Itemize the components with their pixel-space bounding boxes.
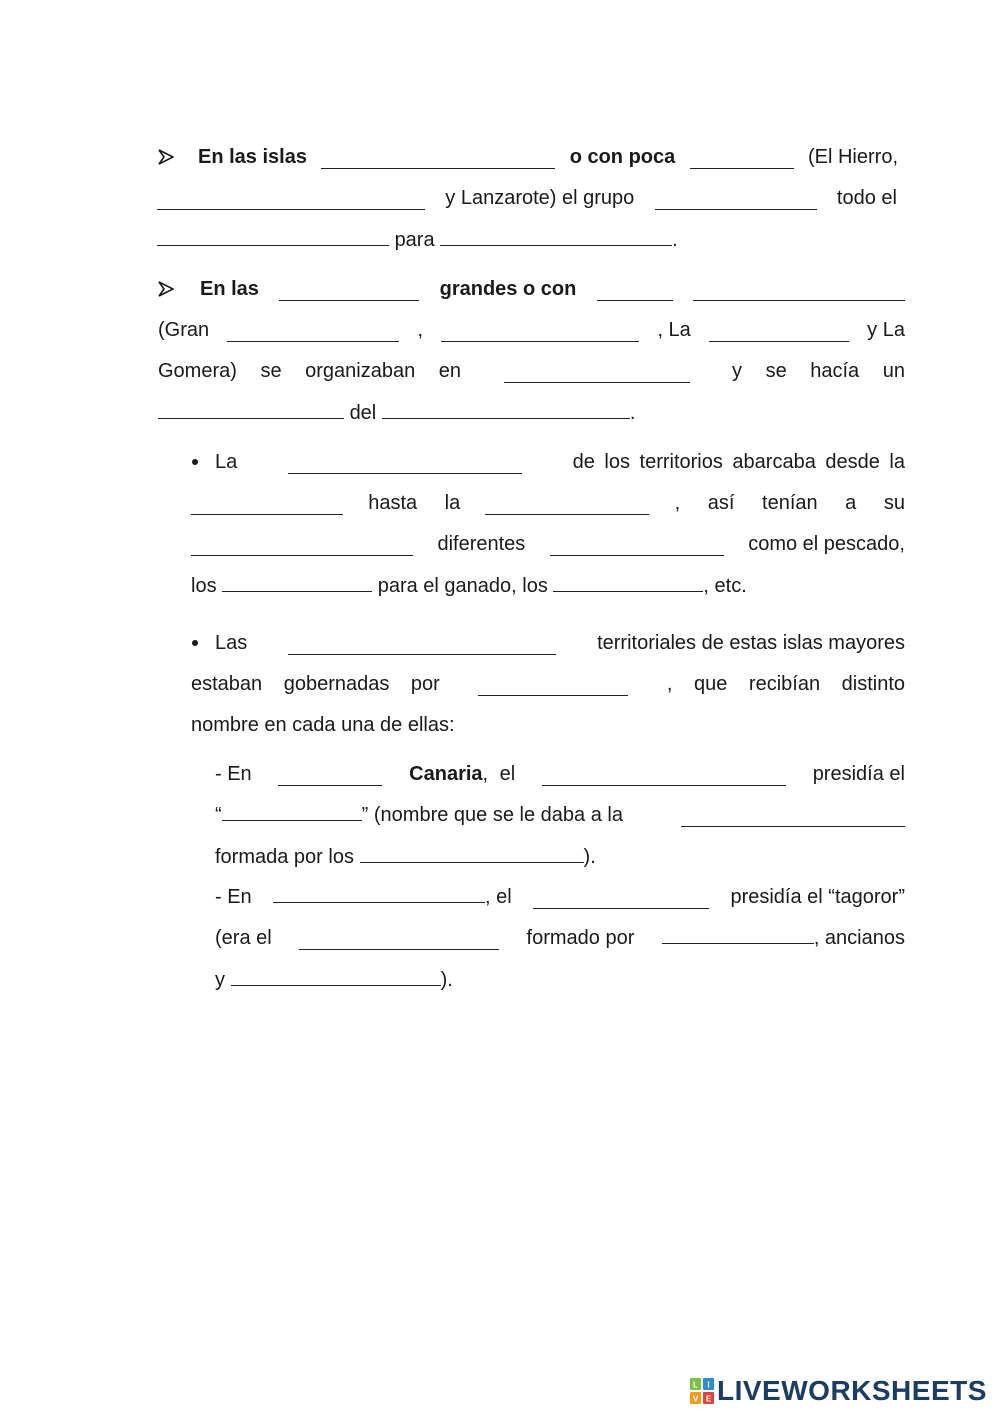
answer-blank[interactable] xyxy=(191,496,343,515)
text: y se hacía un xyxy=(732,360,905,382)
text: , así tenían a su xyxy=(674,492,905,514)
text: hasta la xyxy=(368,492,461,514)
answer-blank[interactable] xyxy=(662,925,814,944)
text: presidía el “tagoror” xyxy=(730,886,905,908)
answer-blank[interactable] xyxy=(693,282,905,301)
text: En las islas xyxy=(198,146,307,168)
text: para xyxy=(394,229,435,251)
answer-blank[interactable] xyxy=(360,844,584,863)
dash2-line2 xyxy=(215,926,905,950)
answer-blank[interactable] xyxy=(288,455,522,474)
dash2-line3 xyxy=(215,967,453,991)
bullet2-line1 xyxy=(215,631,905,655)
svg-text:V: V xyxy=(692,1394,699,1404)
answer-blank[interactable] xyxy=(279,282,419,301)
text: presidía el xyxy=(812,763,905,785)
text: territoriales de estas islas mayores xyxy=(597,632,905,654)
arrow-bullet-icon xyxy=(158,281,174,297)
bullet1-line2 xyxy=(191,491,905,515)
text: , etc. xyxy=(703,575,747,597)
answer-blank[interactable] xyxy=(553,573,703,592)
text: o con poca xyxy=(569,146,676,168)
answer-blank[interactable] xyxy=(440,227,672,246)
text: grandes o con xyxy=(439,278,577,300)
dash1-line1 xyxy=(215,762,905,786)
text: . xyxy=(629,402,636,424)
answer-blank[interactable] xyxy=(681,808,905,827)
dash1-line2 xyxy=(215,803,905,827)
liveworksheets-logo-icon xyxy=(690,1378,714,1404)
text: , que recibían distinto xyxy=(666,673,905,695)
text: del xyxy=(349,402,377,424)
answer-blank[interactable] xyxy=(533,890,709,909)
section1-line2 xyxy=(157,186,897,210)
answer-blank[interactable] xyxy=(157,227,389,246)
text: formado por xyxy=(526,927,635,949)
bullet2-line2 xyxy=(191,672,905,696)
answer-blank[interactable] xyxy=(157,191,425,210)
answer-blank[interactable] xyxy=(231,967,441,986)
answer-blank[interactable] xyxy=(158,400,344,419)
text: , La xyxy=(657,319,691,341)
bullet1-line3 xyxy=(191,532,905,556)
text: para el ganado, los xyxy=(377,575,548,597)
section2-line3 xyxy=(158,359,905,383)
answer-blank[interactable] xyxy=(288,636,556,655)
text: Gomera) se organizaban en xyxy=(158,360,462,382)
answer-blank[interactable] xyxy=(655,191,817,210)
dash1-line3 xyxy=(215,844,596,868)
answer-blank[interactable] xyxy=(690,150,794,169)
section2-line1 xyxy=(200,277,905,301)
liveworksheets-logo xyxy=(690,1376,987,1406)
answer-blank[interactable] xyxy=(504,364,690,383)
text: (El Hierro, xyxy=(807,146,898,168)
text: En las xyxy=(200,278,259,300)
bullet1-line1 xyxy=(215,450,905,474)
text: ” (nombre que se le daba a la xyxy=(361,804,623,826)
text: todo el xyxy=(836,187,897,209)
text: , ancianos xyxy=(813,927,905,949)
answer-blank[interactable] xyxy=(542,767,786,786)
text: de los territorios abarcaba desde la xyxy=(572,451,905,473)
svg-text:E: E xyxy=(705,1394,712,1404)
text: “ xyxy=(215,804,222,826)
text: y Lanzarote) el grupo xyxy=(445,187,635,209)
section1-line1 xyxy=(198,145,898,169)
bullet2-line3 xyxy=(191,713,455,737)
text: estaban gobernadas por xyxy=(191,673,440,695)
dash2-line1 xyxy=(215,885,905,909)
text: Canaria xyxy=(409,763,483,785)
answer-blank[interactable] xyxy=(478,677,628,696)
text: , el xyxy=(482,763,516,785)
answer-blank[interactable] xyxy=(709,323,849,342)
section2-line4 xyxy=(158,400,635,424)
text: ). xyxy=(583,846,596,868)
bullet-dot xyxy=(192,640,198,646)
answer-blank[interactable] xyxy=(227,323,399,342)
answer-blank[interactable] xyxy=(550,537,724,556)
text: Las xyxy=(215,632,248,654)
answer-blank[interactable] xyxy=(278,767,382,786)
section1-line3 xyxy=(157,227,678,251)
answer-blank[interactable] xyxy=(597,282,673,301)
answer-blank[interactable] xyxy=(299,931,499,950)
answer-blank[interactable] xyxy=(382,400,630,419)
answer-blank[interactable] xyxy=(321,150,555,169)
text: - En xyxy=(215,763,252,785)
text: (era el xyxy=(215,927,272,949)
text: y xyxy=(215,969,225,991)
answer-blank[interactable] xyxy=(273,884,485,903)
brand-name: LIVEWORKSHEETS xyxy=(717,1375,987,1406)
text: los xyxy=(191,575,217,597)
text: , xyxy=(417,319,424,341)
svg-text:L: L xyxy=(693,1380,698,1390)
svg-text:I: I xyxy=(707,1380,710,1390)
text: - En xyxy=(215,886,252,908)
answer-blank[interactable] xyxy=(222,802,362,821)
section2-line2 xyxy=(158,318,905,342)
answer-blank[interactable] xyxy=(441,323,639,342)
text: (Gran xyxy=(158,319,210,341)
text: La xyxy=(215,451,238,473)
answer-blank[interactable] xyxy=(485,496,649,515)
arrow-bullet-icon xyxy=(158,149,174,165)
text: formada por los xyxy=(215,846,354,868)
bullet-dot xyxy=(192,459,198,465)
answer-blank[interactable] xyxy=(191,537,413,556)
bullet1-line4 xyxy=(191,573,747,597)
text: nombre en cada una de ellas: xyxy=(191,714,455,736)
text: ). xyxy=(440,969,453,991)
answer-blank[interactable] xyxy=(222,573,372,592)
text: , el xyxy=(485,886,512,908)
text: . xyxy=(672,229,678,251)
text: y La xyxy=(867,319,905,341)
text: diferentes xyxy=(437,533,526,555)
text: como el pescado, xyxy=(748,533,905,555)
